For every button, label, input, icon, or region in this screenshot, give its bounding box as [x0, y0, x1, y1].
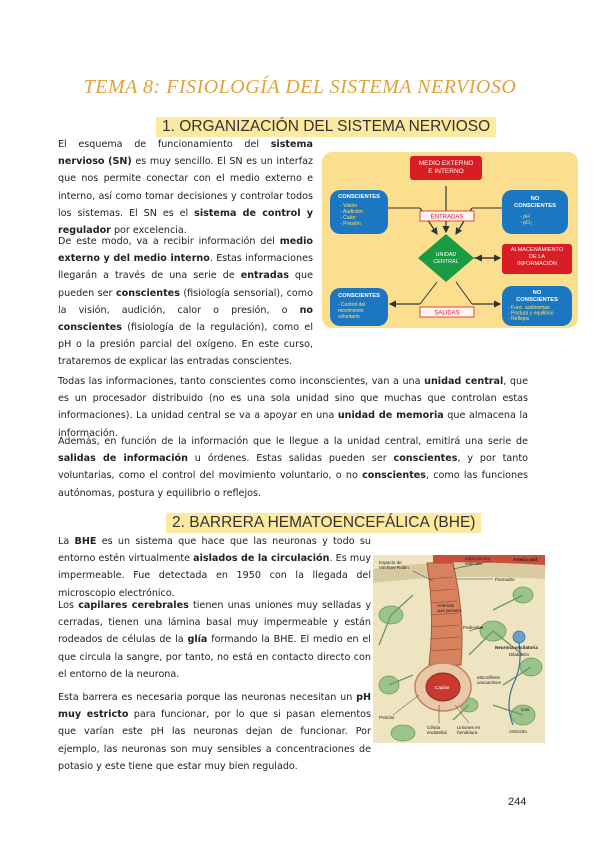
- label-arteriole: Arteriola que penetra: [437, 603, 462, 613]
- label-smooth-muscle: Músculo liso vascular: [465, 556, 491, 566]
- salidas-label: SALIDAS: [434, 310, 460, 317]
- external-medium-label: MEDIO EXTERNO E INTERNO: [418, 160, 474, 175]
- nonconscious-inputs-items: - pH - pO₂: [520, 214, 533, 226]
- central-unit-label: UNIDAD CENTRAL: [433, 252, 459, 265]
- bbb-illustration: [373, 555, 545, 743]
- section1-paragraph-2: De este modo, va a recibir información del medio externo y del medio interno. Estas informaciones llegarán a través de una serie de entradas que pueden ser conscientes (fisiología sensorial), como la visión, audición, calor o presión, o no conscientes (fisiología de la regulación), como el pH o la presión parcial del oxígeno. En este curso, trataremos de explicar las entradas conscientes.: [58, 236, 314, 368]
- nonconscious-outputs-title: NO CONSCIENTES: [516, 290, 558, 303]
- label-pericyte: Pericito: [379, 715, 395, 720]
- entradas-label: ENTRADAS: [430, 214, 464, 221]
- label-dilation: Dilatación: [509, 652, 530, 657]
- label-pedicels: Pedicelos: [463, 625, 483, 630]
- section1-paragraph-3: Todas las informaciones, tanto conscientes como inconscientes, van a una unidad central, que es un procesador distribuido (no es una sola unidad sino que muchas que controlan estas informaciones). La unidad central se va a apoyar en una unidad de memoria que almacena la información.: [58, 376, 529, 439]
- neuron-shape: [513, 631, 525, 643]
- label-astrocyte: Astrocito: [509, 729, 527, 734]
- conscious-inputs-items: - Visión - Audición - Calor - Presión: [340, 203, 363, 227]
- conscious-outputs-items: - Control del movimiento voluntario: [338, 302, 366, 320]
- label-virchow-robin: Espacio de Virchow-Robin: [379, 560, 409, 570]
- label-capillary: Capilar: [435, 685, 450, 690]
- section2-paragraph-3: Esta barrera es necesaria porque las neuronas necesitan un pH muy estricto para funcionar, por lo que si pasan elementos que varían este pH las neuronas dejan de funcionar. Por ejemplo, las neuronas son muy sensibles a concentraciones de potasio y este tiene que estar muy bien regulado.: [58, 692, 371, 772]
- section1-heading: 1. ORGANIZACIÓN DEL SISTEMA NERVIOSO: [156, 117, 496, 137]
- page-title: TEMA 8: FISIOLOGÍA DEL SISTEMA NERVIOSO: [83, 76, 517, 98]
- label-microfilaments: Microfiletes vasoactivos: [477, 675, 502, 685]
- section1-paragraph-4: Además, en función de la información que le llegue a la unidad central, emitirá una serie de salidas de información u órdenes. Estas salidas pueden ser conscientes, y por tanto voluntarias, como el control del movimiento voluntario, o no conscientes, como las funciones autónomas, postura y equilibrio o reflejos.: [58, 436, 528, 499]
- label-neuron: Neurona oscilatoria: [495, 645, 538, 650]
- storage-label: ALMACENAMIENTO DE LA INFORMACIÓN: [510, 247, 564, 267]
- label-cav: Cav.: [521, 707, 531, 712]
- section2-paragraph-1: La BHE es un sistema que hace que las neuronas y todo su entorno estén virtualmente aislados de la circulación. Es muy impermeable. Fue detectada en 1950 con la llegada del microscopio electrónico.: [58, 536, 371, 599]
- label-endothelial-cell: Célula endotelial: [427, 725, 447, 735]
- conscious-outputs-title: CONSCIENTES: [338, 293, 380, 299]
- label-gap-junctions: Uniones en hendidura: [457, 725, 481, 735]
- section2-heading: 2. BARRERA HEMATOENCEFÁLICA (BHE): [166, 513, 481, 533]
- nonconscious-inputs-title: NO CONSCIENTES: [514, 196, 556, 209]
- section1-paragraph-1: El esquema de funcionamiento del sistema nervioso (SN) es muy sencillo. El SN es un interfaz que nos permite conectar con el medio externo e interno, así como tomar decisiones y controlar todos los sistemas. El SN es el sistema de control y regulador por excelencia.: [58, 139, 313, 237]
- section2-paragraph-2: Los capilares cerebrales tienen unas uniones muy selladas y cerradas, tienen una lámina basal muy impermeable y están rodeados de células de la glía formando la BHE. El medio en el que circula la sangre, por tanto, no está en contacto directo con el entorno de la neurona.: [58, 600, 371, 680]
- label-pial-artery: Arteria pial: [513, 557, 537, 562]
- conscious-inputs-title: CONSCIENTES: [338, 194, 380, 200]
- nervous-system-diagram: [322, 152, 578, 328]
- page-number: 244: [508, 796, 527, 808]
- label-piamater: Piamadre: [495, 577, 515, 582]
- nonconscious-outputs-items: - Func. autónomas - Postura y equilibrio - Reflejos: [508, 305, 554, 323]
